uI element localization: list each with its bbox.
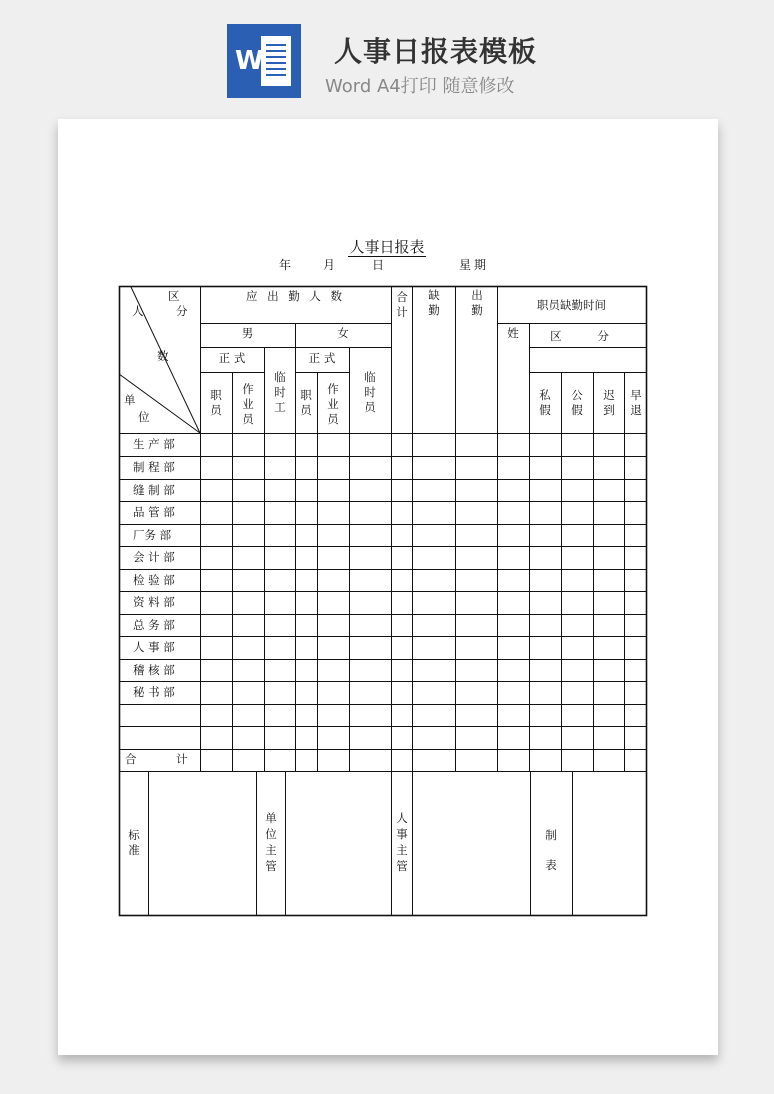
header-zuoyeyuan-female: 作业员 (327, 382, 339, 426)
dept-row: 检 验 部 (133, 573, 175, 587)
dept-row: 制 程 部 (133, 460, 175, 474)
word-letter: W (235, 46, 264, 76)
header-gongjia: 公假 (571, 388, 583, 417)
dept-row: 稽 核 部 (133, 663, 175, 677)
corner-shu: 数 (157, 349, 169, 363)
label-month: 月 (323, 258, 336, 272)
header-chuqin: 出勤 (471, 288, 483, 317)
header-male: 男 (241, 326, 254, 340)
dept-row: 秘 书 部 (133, 685, 175, 699)
footer-standard: 标准 (128, 828, 140, 857)
footer-prepared: 制表 (545, 828, 557, 872)
template-subtitle: Word A4打印 随意修改 (325, 76, 515, 97)
header-expected: 应 出 勤 人 数 (245, 289, 346, 303)
header-zhengshi-male: 正 式 (218, 351, 246, 365)
report-title: 人事日报表 (349, 238, 425, 256)
header-linshigong: 临时工 (274, 370, 286, 414)
header-zhiyuan-female: 职员 (300, 388, 312, 417)
header-sijia: 私假 (539, 388, 551, 417)
header-zhengshi-female: 正 式 (308, 351, 336, 365)
corner-fen: 分 (176, 304, 188, 318)
header-zuoyeyuan-male: 作业员 (242, 382, 254, 426)
header-absence: 职员缺勤时间 (537, 298, 606, 312)
footer-unit-manager: 单位主管 (265, 811, 277, 873)
dept-row: 品 管 部 (133, 505, 175, 519)
header-chidao: 迟到 (603, 388, 615, 417)
header-name: 姓 (507, 326, 519, 340)
header-zaotui: 早退 (630, 388, 642, 417)
corner-qu: 区 (168, 289, 180, 303)
dept-row: 总 务 部 (133, 618, 175, 632)
footer-hr-manager: 人事主管 (396, 811, 408, 873)
label-day: 日 (372, 258, 385, 272)
dept-row: 厂务 部 (133, 528, 172, 542)
dept-row: 生 产 部 (133, 437, 175, 451)
dept-row: 人 事 部 (133, 640, 175, 654)
corner-ren: 人 (132, 304, 144, 318)
header-queqin: 缺勤 (428, 288, 440, 317)
total-ji: 计 (176, 752, 188, 766)
label-year: 年 (279, 258, 292, 272)
dept-row: 缝 制 部 (133, 483, 175, 497)
total-he: 合 (125, 752, 137, 766)
header-zhiyuan-male: 职员 (210, 388, 222, 417)
template-title: 人事日报表模板 (334, 35, 538, 68)
corner-wei: 位 (138, 410, 150, 424)
label-week: 星期 (459, 258, 490, 272)
dept-row: 会 计 部 (133, 550, 175, 564)
header-qufen: 区 分 (550, 329, 625, 343)
header-linshiyuan: 临时员 (364, 370, 376, 414)
header-female: 女 (337, 326, 349, 340)
header-heji: 合计 (396, 290, 408, 319)
dept-row: 资 料 部 (133, 595, 175, 609)
corner-dan: 单 (124, 393, 136, 407)
